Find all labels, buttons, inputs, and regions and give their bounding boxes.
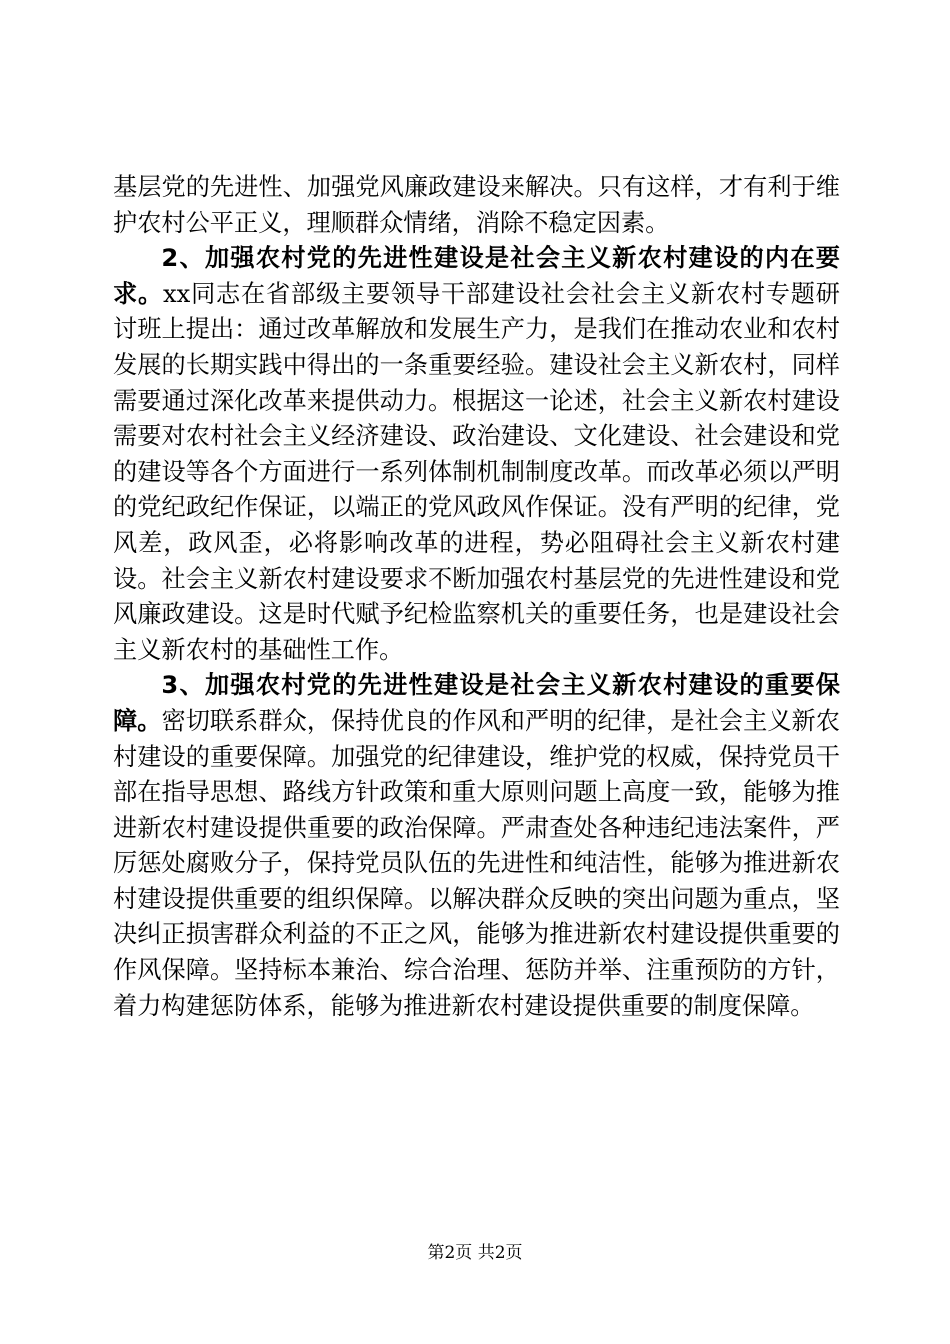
- page-number-footer: 第2页 共2页: [427, 1243, 523, 1263]
- paragraph-section-2: [113, 241, 840, 668]
- paragraph-continued: [113, 170, 840, 241]
- paragraph-lead-heading: 3、加强农村党的先进性建设是社会主义新农村建设的重要保障。: [113, 671, 840, 735]
- paragraph-lead-heading: 2、加强农村党的先进性建设是社会主义新农村建设的内在要求。: [113, 244, 840, 308]
- document-body: [113, 170, 840, 1024]
- paragraph-text: 基层党的先进性、加强党风廉政建设来解决。只有这样，才有利于维护农村公平正义，理顺群众情绪，消除不稳定因素。: [113, 173, 840, 237]
- paragraph-text: xx同志在省部级主要领导干部建设社会社会主义新农村专题研讨班上提出：通过改革解放和发展生产力，是我们在推动农业和农村发展的长期实践中得出的一条重要经验。建设社会主义新农村，同样需要通过深化改革来提供动力。根据这一论述，社会主义新农村建设需要对农村社会主义经济建设、政治建设、文化建设、社会建设和党的建设等各个方面进行一系列体制机制制度改革。而改革必须以严明的党纪政纪作保证，以端正的党风政风作保证。没有严明的纪律，党风差，政风歪，必将影响改革的进程，势必阻碍社会主义新农村建设。社会主义新农村建设要求不断加强农村基层党的先进性建设和党风廉政建设。这是时代赋予纪检监察机关的重要任务，也是建设社会主义新农村的基础性工作。: [113, 279, 840, 664]
- paragraph-section-3: [113, 668, 840, 1024]
- paragraph-text: 密切联系群众，保持优良的作风和严明的纪律，是社会主义新农村建设的重要保障。加强党的纪律建设，维护党的权威，保持党员干部在指导思想、路线方针政策和重大原则问题上高度一致，能够为推进新农村建设提供重要的政治保障。严肃查处各种违纪违法案件，严厉惩处腐败分子，保持党员队伍的先进性和纯洁性，能够为推进新农村建设提供重要的组织保障。以解决群众反映的突出问题为重点，坚决纠正损害群众利益的不正之风，能够为推进新农村建设提供重要的作风保障。坚持标本兼治、综合治理、惩防并举、注重预防的方针，着力构建惩防体系，能够为推进新农村建设提供重要的制度保障。: [113, 706, 840, 1020]
